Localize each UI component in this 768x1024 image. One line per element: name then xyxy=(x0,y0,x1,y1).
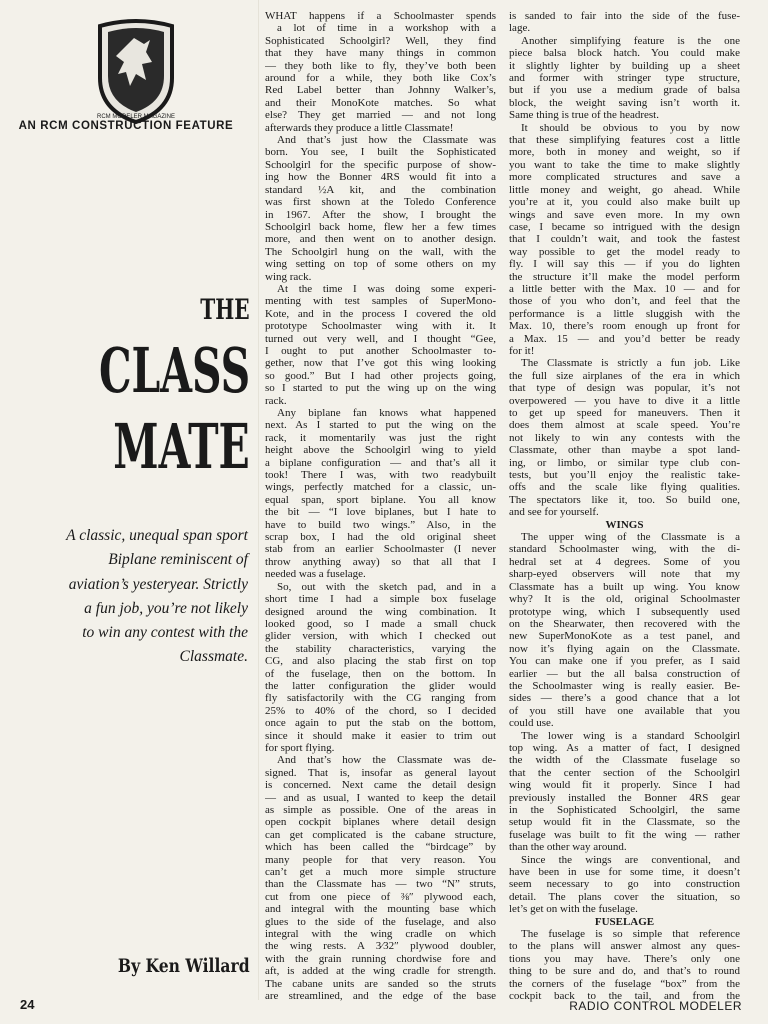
text-line: turned out very well, and I thought “Gee, xyxy=(265,332,496,345)
subtitle-line: A classic, unequal span sport xyxy=(66,527,248,544)
text-line: let’s get on with the fuselage. xyxy=(509,903,638,916)
text-line: the Schoolmaster wing is really easier. Be- xyxy=(509,679,740,692)
subtitle xyxy=(12,524,248,670)
text-line: Red Label better than Johnny Walker’s, xyxy=(265,84,496,97)
text-line: short time I had a simple box fuselage xyxy=(265,593,496,606)
subtitle-line: aviation’s yesteryear. Strictly xyxy=(68,575,248,593)
text-line: thing to be sure and do, and that’s to round xyxy=(509,965,740,978)
text-line: top wing. As a matter of fact, I designed xyxy=(509,741,740,754)
text-line: Schoolgirl for the specific purpose of show- xyxy=(265,158,496,171)
text-line: The lower wing is a standard Schoolgirl xyxy=(521,729,740,742)
text-line: The spectators like it, too. So build one, xyxy=(509,493,740,506)
text-line: rack. xyxy=(265,394,287,407)
title-line-1: THE xyxy=(200,293,250,326)
text-line: the structure it’ll make the model perform xyxy=(509,270,740,283)
text-line: looked good, so I made a small chuck xyxy=(265,617,496,630)
text-line: cut from one piece of ⅜″ plywood each, xyxy=(265,890,496,903)
text-line: more, both in money and weight, so if xyxy=(509,146,740,159)
text-line: earlier — but the all balsa construction of xyxy=(509,667,740,680)
text-line: prototype wing, which I subsequently used xyxy=(509,605,740,618)
text-line: previously installed the Bonner 4RS gear xyxy=(509,791,740,804)
text-line: throw anything away) so that all that I xyxy=(265,555,496,568)
text-line: CG, and also placing the stab first on top xyxy=(265,655,496,668)
text-line: lage. xyxy=(509,22,531,35)
text-line: fly. I will say this — if you do lighten xyxy=(509,258,740,271)
text-line: but if you use a medium grade of balsa xyxy=(509,84,740,97)
title-line-3: MATE xyxy=(113,410,250,483)
text-line: The upper wing of the Classmate is a xyxy=(521,531,740,544)
text-line: a lot of time in a workshop with a xyxy=(277,22,496,35)
text-line: stab from an earlier Schoolmaster (I never xyxy=(265,543,496,556)
text-line: is sanded to fair into the side of the fuse- xyxy=(509,10,740,22)
text-line: signed. That is, insofar as general layout xyxy=(265,766,496,779)
text-line: than the other way around. xyxy=(509,841,627,854)
text-line: the stability characteristics, varying the xyxy=(265,642,496,655)
text-line: the latter configuration the glider would xyxy=(265,679,496,692)
text-line: why? It is the old, original Schoolmaster xyxy=(509,593,740,606)
text-line: than the Classmate has — two “N” struts, xyxy=(265,878,496,891)
text-line: 25% to 40% of the chord, so I decided xyxy=(265,704,496,717)
text-line: ing, or limbo, or similar type club con- xyxy=(509,456,740,469)
column-divider xyxy=(258,0,259,1000)
byline: By Ken Willard xyxy=(118,955,250,977)
text-line: little money and weight, go ahead. While xyxy=(509,183,740,196)
text-line: standard Schoolmaster wing, with the di- xyxy=(509,543,740,556)
text-line: wing setting on top of some others on my xyxy=(265,258,496,271)
subtitle-line: Classmate. xyxy=(179,648,248,666)
text-line: you’re at it, you could also make built up xyxy=(509,196,740,209)
text-line: can get complicated is the cabane structure, xyxy=(265,828,496,841)
title-line-2: CLASS xyxy=(98,334,250,407)
text-line: many people for that very reason. You xyxy=(265,853,496,866)
text-line: the width of the Classmate fuselage so xyxy=(509,754,740,767)
text-line: sharp-eyed observers will note that my xyxy=(509,568,740,581)
text-line: piece balsa block hatch. You could make xyxy=(509,47,740,60)
text-line: setup would fit in the Classmate, so the xyxy=(509,816,740,829)
text-line: next. As I started to put the wing on the xyxy=(265,419,496,432)
text-line: standard ½A kit, and the combination xyxy=(265,183,496,196)
text-line: more complicated structures and save a xyxy=(509,171,740,184)
text-line: are streamlined, and the edge of the base xyxy=(265,990,496,1003)
text-line: needed was a fuselage. xyxy=(265,568,366,581)
text-line: way possible to get the model ready to xyxy=(509,245,740,258)
text-line: seem necessary to go into construction xyxy=(509,878,740,891)
text-line: that type of design was popular, it’s not xyxy=(509,382,740,395)
text-line: as simple as possible. One of the areas in xyxy=(265,804,496,816)
text-line: for it! xyxy=(509,344,535,357)
text-line: can’t get a much more simple structure xyxy=(265,866,496,879)
text-line: in 1967. After the show, I brought the xyxy=(265,208,496,221)
text-line: aft, is added at the wing cradle for strength. xyxy=(265,965,496,978)
text-line: that the center section of the Schoolgirl xyxy=(509,766,740,779)
text-line: fuselage was built to fit the wing — rather xyxy=(509,828,740,841)
text-line: — they both like to fly, they’ve both been xyxy=(265,59,496,72)
text-line: of you still have one available that you xyxy=(509,704,740,717)
text-line: The Schoolgirl hung on the wall, with the xyxy=(265,245,496,258)
text-line: I ought to put another Schoolmaster to- xyxy=(265,344,496,357)
text-line: to the plans will answer almost any ques- xyxy=(509,940,740,953)
text-line: case, I became so intrigued with the design xyxy=(509,220,740,233)
text-line: new SuperMonoKote as a test panel, and xyxy=(509,630,740,643)
text-line: ing how the Bonner 4RS would fit into a xyxy=(265,171,496,184)
text-line: tests, but you’ll enjoy the realistic take- xyxy=(509,469,740,482)
text-line: and see for yourself. xyxy=(509,506,599,519)
magazine-name: RADIO CONTROL MODELER xyxy=(569,999,742,1013)
text-line: and their MonoKote matches. So what xyxy=(265,96,496,109)
text-line: integral with the wing cradle on which xyxy=(265,928,496,941)
text-line: wings, perfectly matched for a classic, un- xyxy=(265,481,496,494)
text-line: The Classmate is strictly a fun job. Like xyxy=(521,357,740,370)
text-line: — and as usual, I wanted to keep the detail xyxy=(265,791,496,804)
text-line: wings and save even more. In my own xyxy=(509,208,740,221)
text-line: around for a while, they both like Cox’s xyxy=(265,72,496,85)
text-line: Since the wings are conventional, and xyxy=(521,853,740,866)
text-line: not likely to win any contests with the xyxy=(509,431,740,444)
text-line: prototype Schoolmaster wing with it. It xyxy=(265,320,496,333)
text-line: WHAT happens if a Schoolmaster spends xyxy=(265,10,496,22)
feature-label: AN RCM CONSTRUCTION FEATURE xyxy=(18,120,234,132)
rcm-shield-logo xyxy=(86,18,186,126)
text-line: that these simplifying features cost a little xyxy=(509,134,740,147)
text-line: The cabane units are sanded so the struts xyxy=(265,977,496,990)
text-line: have to build two wings.” Also, in the xyxy=(265,518,496,531)
text-line: And that’s how the Classmate was de- xyxy=(277,754,496,767)
text-line: more, and then went on to another design. xyxy=(265,233,496,246)
text-line: equal span, sport biplane. You all know xyxy=(265,493,496,506)
text-line: The fuselage is so simple that reference xyxy=(521,928,740,941)
text-line: Any biplane fan knows what happened xyxy=(277,407,496,419)
subtitle-line: to win any contest with the xyxy=(82,624,248,642)
subtitle-line: a fun job, you’re not likely xyxy=(84,599,248,617)
text-line: Another simplifying feature is the one xyxy=(521,34,740,47)
text-line: Schoolgirl back home, flew her a few times xyxy=(265,220,496,233)
left-panel xyxy=(0,0,258,1024)
text-line: else? They get married — and not long xyxy=(265,109,496,122)
text-line: height above the Schoolgirl wing to yield xyxy=(265,444,496,457)
text-line: on the Shearwater, then recovered with the xyxy=(509,617,740,630)
text-line: once again to put the stab on the bottom, xyxy=(265,717,496,730)
text-line: afterwards they produce a little Classmate! xyxy=(265,121,454,134)
text-line: gether, now that I’ve got this wing looking xyxy=(265,357,496,370)
text-line: block, the weight saving isn’t worth it. xyxy=(509,96,740,109)
text-line: in the Sophisticated Schoolgirl, the same xyxy=(509,804,740,816)
text-line: a biplane configuration — and that’s all it xyxy=(265,456,496,469)
text-line: detail. The plans cover the situation, so xyxy=(509,890,740,903)
text-line: to get up speed for maneuvers. Then it xyxy=(509,407,740,419)
text-line: sides — there’s a good chance that a lot xyxy=(509,692,740,705)
text-line: Max. 10, there’s room enough up front for xyxy=(509,320,740,333)
text-line: for sport flying. xyxy=(265,741,335,754)
text-line: a Max. 15 — and you’d better be ready xyxy=(509,332,740,345)
text-line: Same thing is true of the headrest. xyxy=(509,109,659,122)
text-line: glues to the side of the fuselage, and also xyxy=(265,915,496,928)
text-line: rack, it momentarily was just the right xyxy=(265,431,496,444)
text-line: tions you may have. There’s only one xyxy=(509,952,740,965)
text-line: have been in use for some time, it doesn’t xyxy=(509,866,740,879)
text-line: which has been called the “birdcage” by xyxy=(265,841,496,854)
text-line: was first shown at the Toledo Conference xyxy=(265,196,496,209)
text-line: that they have many things in common xyxy=(265,47,496,60)
text-line: does them almost at scale speed. You’re xyxy=(509,419,740,432)
text-line: offs and the scale like flying qualities. xyxy=(509,481,740,494)
page-number: 24 xyxy=(20,997,35,1012)
text-line: it slightly lighter by building up a sheet xyxy=(509,59,740,72)
text-line: wing would fit it properly. Since I had xyxy=(509,779,740,792)
text-line: Classmate has a built up wing. You know xyxy=(509,580,740,593)
text-line: cockpit back to the tail, and from the xyxy=(509,990,740,1003)
text-line: born. You see, I built the Sophisticated xyxy=(265,146,496,159)
text-line: with the grain running chordwise fore and xyxy=(265,952,496,965)
text-line: now it’s flying again on the Classmate. xyxy=(509,642,740,655)
section-heading: WINGS xyxy=(605,518,644,531)
text-line: You can make one if you prefer, as I said xyxy=(509,655,740,668)
text-line: the wing rests. A 3⁄32″ plywood doubler, xyxy=(265,940,496,953)
text-line: could use. xyxy=(509,717,554,730)
text-line: open cockpit biplanes where detail design xyxy=(265,816,496,829)
text-line: the bit — “I love biplanes, but I hate to xyxy=(265,506,496,519)
text-line: performance is a little sluggish with the xyxy=(509,307,740,320)
text-line: the corners of the fuselage “box” from the xyxy=(509,977,740,990)
text-line: It should be obvious to you by now xyxy=(521,121,740,134)
text-line: that I couldn’t wait, and took the fastest xyxy=(509,233,740,246)
text-line: hedral set at 4 degrees. Some of you xyxy=(509,555,740,568)
text-line: Classmate, other than maybe a spot land- xyxy=(509,444,740,457)
logo-text: RCM MODELER MAGAZINE xyxy=(96,114,176,120)
text-line: wing rack. xyxy=(265,270,312,283)
text-line: And that’s just how the Classmate was xyxy=(277,134,496,147)
text-line: Sophisticated Schoolgirl? Well, they find xyxy=(265,34,496,47)
text-line: so good.” But I had other projects going, xyxy=(265,369,496,382)
text-line: Kote, and in the process I covered the old xyxy=(265,307,496,320)
text-line: overpowered — you have to dive it a little xyxy=(509,394,740,407)
article-column-2 xyxy=(509,10,740,1003)
text-line: a little better with the Max. 10 — and for xyxy=(509,282,740,295)
text-line: scrap box, I had the old original sheet xyxy=(265,531,496,544)
text-line: the full size airplanes of the era in which xyxy=(509,369,740,382)
text-line: since it should make it easier to trim out xyxy=(265,729,496,742)
text-line: glider version, with which I checked out xyxy=(265,630,496,643)
text-line: those of you who don’t, and feel that the xyxy=(509,295,740,308)
text-line: So, out with the sketch pad, and in a xyxy=(277,580,496,593)
text-line: so I started to put the wing up on the wing xyxy=(265,382,496,395)
text-line: designed around the wing combination. It xyxy=(265,605,496,618)
text-line: fly satisfactorily with the CG ranging from xyxy=(265,692,496,705)
text-line: of the fuselage, then on the bottom. In xyxy=(265,667,496,680)
section-heading: FUSELAGE xyxy=(594,915,655,928)
text-line: is concerned. Next came the detail design xyxy=(265,779,496,792)
subtitle-line: Biplane reminiscent of xyxy=(108,551,248,569)
text-line: and integral with the mounting base which xyxy=(265,903,496,916)
text-line: and former with stringer type structure, xyxy=(509,72,740,85)
article-column-1 xyxy=(265,10,496,1003)
text-line: menting with test samples of SuperMono- xyxy=(265,295,496,308)
text-line: took! There I was, with two readybuilt xyxy=(265,469,496,482)
text-line: At the time I was doing some experi- xyxy=(277,282,496,295)
text-line: you want to take the time to make slightly xyxy=(509,158,740,171)
